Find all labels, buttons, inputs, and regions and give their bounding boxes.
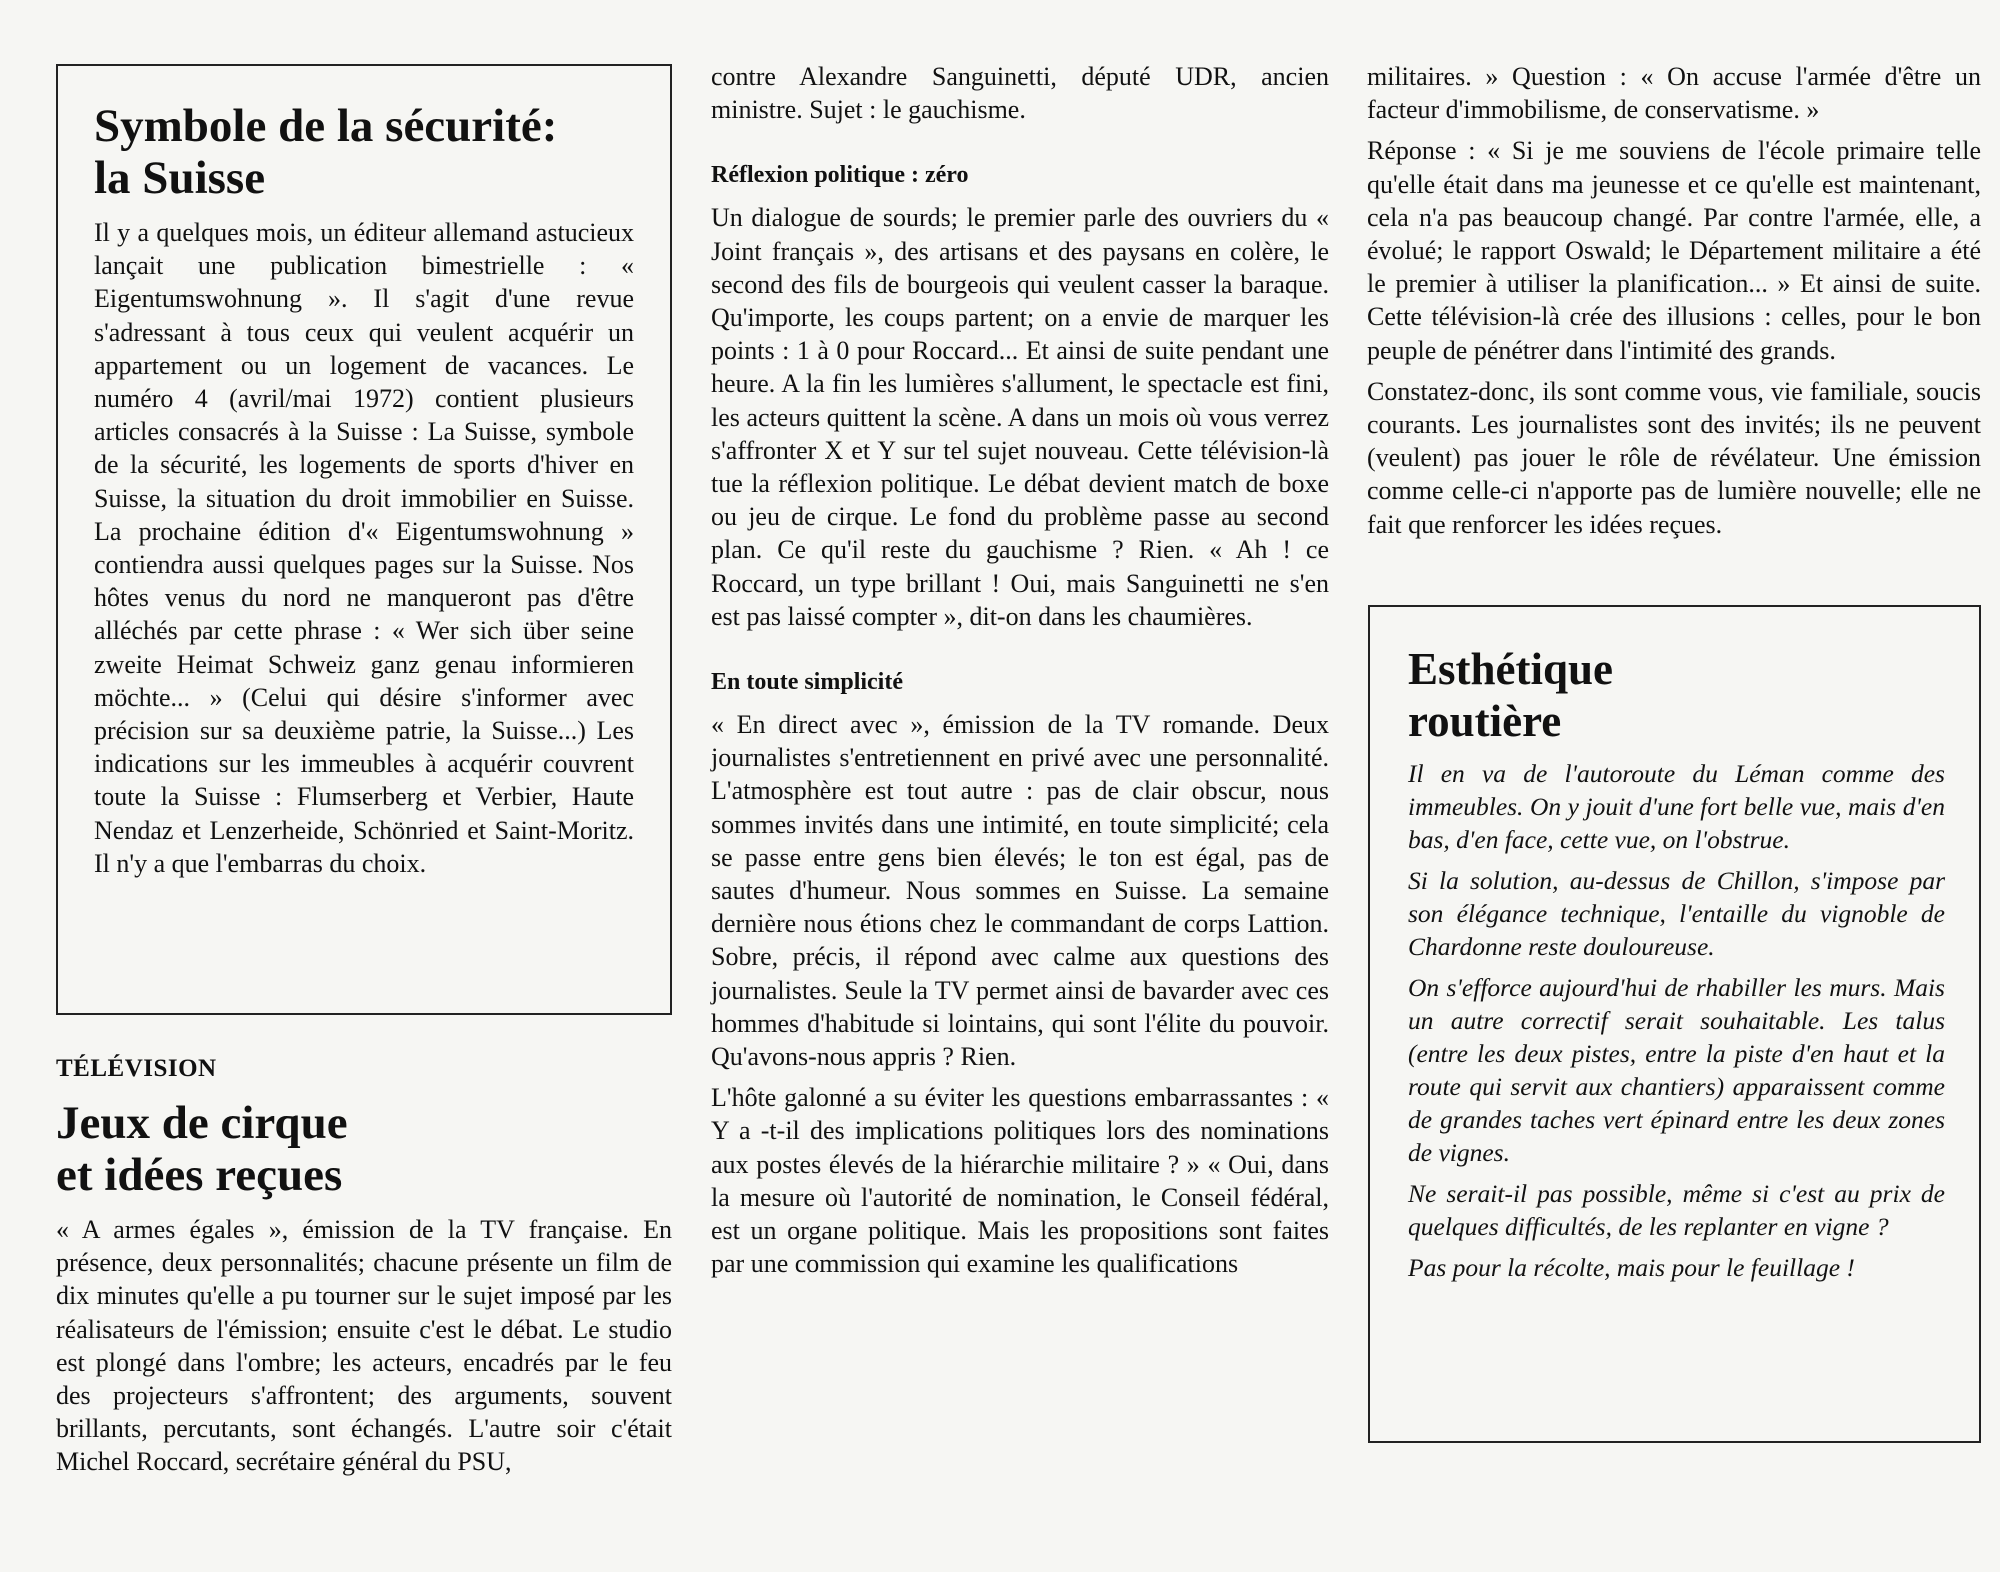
article-headline [56, 1097, 672, 1201]
box-body: Il y a quelques mois, un éditeur allemand astucieux lançait une publication bimestrielle : « Eigentumswohnung ». Il s'agit d'une revue s'adressant à tous ceux qui veulent acquérir un appartement ou un logement de vacances. Le numéro 4 (avril/mai 1972) contient plusieurs articles consacrés à la Suisse : La Suisse, symbole de la sécurité, les logements de sports d'hiver en Suisse, la situation du droit immobilier en Suisse. La prochaine édition d'« Eigentumswohnung » contiendra aussi quelques pages sur la Suisse. Nos hôtes venus du nord ne manqueront pas d'être alléchés par cette phrase : « Wer sich über seine zweite Heimat Schweiz ganz genau informieren möchte... » (Celui qui désire s'informer avec précision sur sa deuxième patrie, la Suisse...) Les indications sur les immeubles à acquérir couvrent toute la Suisse : Flumserberg et Verbier, Haute Nendaz et Lenzerheide, Schönried et Saint-Moritz. Il n'y a que l'embarras du choix. [94, 218, 634, 878]
headline-line1: Jeux de cirque [56, 1097, 348, 1149]
article-paragraph-4-continued: militaires. » Question : « On accuse l'armée d'être un facteur d'immobilisme, de conservatisme. » [1367, 62, 1981, 125]
article-paragraph-1: « A armes égales », émission de la TV française. En présence, deux personnalités; chacune présente un film de dix minutes qu'elle a pu tourner sur le sujet imposé par les réalisateurs de l'émission; ensuite c'est le débat. Le studio est plongé dans l'ombre; les acteurs, encadrés par le feu des projecteurs s'affrontent; des arguments, souvent brillants, percutants, sont échangés. L'autre soir c'était Michel Roccard, secrétaire général du PSU, [56, 1215, 672, 1477]
box2-paragraph-2: Si la solution, au-dessus de Chillon, s'impose par son élégance technique, l'entaille du vignoble de Chardonne reste douloureuse. [1408, 865, 1945, 961]
article-paragraph-1-continued: contre Alexandre Sanguinetti, député UDR, ancien ministre. Sujet : le gauchisme. [711, 62, 1329, 125]
box2-paragraph-1: Il en va de l'autoroute du Léman comme des immeubles. On y jouit d'une fort belle vue, mais d'en bas, d'en face, cette vue, on l'obstrue. [1408, 758, 1945, 854]
article-paragraph-2: Un dialogue de sourds; le premier parle des ouvriers du « Joint français », des artisans et des paysans en colère, le second des fils de bourgeois qui veulent casser la baraque. Qu'importe, les coups partent; on a envie de marquer les points : 1 à 0 pour Roccard... Et ainsi de suite pendant une heure. A la fin les lumières s'allument, le spectacle est fini, les acteurs quittent la scène. A dans un mois où vous verrez s'affronter X et Y sur tel sujet nouveau. Cette télévision-là tue la réflexion politique. Le débat devient match de boxe ou jeu de cirque. Le fond du problème passe au second plan. Ce qu'il reste du gauchisme ? Rien. « Ah ! ce Roccard, un type brillant ! Oui, mais Sanguinetti ne s'en est pas laissé compter », dit-on dans les chaumières. [711, 203, 1329, 631]
box2-paragraph-3: On s'efforce aujourd'hui de rhabiller les murs. Mais un autre correctif serait souhaitable. Les talus (entre les deux pistes, entre la piste d'en haut et la route qui servit aux chantiers) apparaissent comme de grandes taches vert épinard entre les deux zones de vignes. [1408, 972, 1945, 1167]
column-right [1367, 60, 1981, 1443]
article-paragraph-6: Constatez-donc, ils sont comme vous, vie familiale, soucis courants. Les journalistes sont des invités; ils ne peuvent (veulent) pas jouer le rôle de révélateur. Une émission comme celle-ci n'apporte pas de lumière nouvelle; elle ne fait que renforcer les idées reçues. [1367, 376, 1981, 539]
box-title [94, 100, 634, 204]
box2-title [1408, 643, 1945, 747]
article-paragraph-5: Réponse : « Si je me souviens de l'école primaire telle qu'elle était dans ma jeunesse et ce qu'elle est maintenant, cela n'a pas beaucoup changé. Par contre l'armée, elle, a évolué; le rapport Oswald; le Département militaire a été le premier à utiliser la planification... » Et ainsi de suite. Cette télévision-là crée des illusions : celles, pour le bon peuple de pénétrer dans l'intimité des grands. [1367, 136, 1981, 365]
box2-paragraph-4: Ne serait-il pas possible, même si c'est au prix de quelques difficultés, de les replanter en vigne ? [1408, 1178, 1945, 1241]
subhead-reflexion: Réflexion politique : zéro [711, 162, 969, 189]
sidebar-box-securite [56, 64, 672, 1015]
subhead-simplicite: En toute simplicité [711, 669, 903, 696]
headline-line2: et idées reçues [56, 1149, 343, 1201]
column-middle [711, 60, 1329, 1281]
box-title-line1: Symbole de la sécurité: [94, 100, 558, 152]
sidebar-box-esthetique [1368, 605, 1981, 1443]
article-paragraph-3: « En direct avec », émission de la TV romande. Deux journalistes s'entretiennent en privé avec une personnalité. L'atmosphère est tout autre : pas de clair obscur, nous sommes invités dans une intimité, en toute simplicité; cela se passe entre gens bien élevés; le ton est égal, pas de sautes d'humeur. Nous sommes en Suisse. La semaine dernière nous étions chez le commandant de corps Lattion. Sobre, précis, il répond avec calme aux questions des journalistes. Seule la TV permet ainsi de bavarder avec ces hommes d'habitude si lointains, qui sont l'élite du pouvoir. Qu'avons-nous appris ? Rien. [711, 710, 1329, 1072]
box-title-line2: la Suisse [94, 152, 266, 204]
article-paragraph-4: L'hôte galonné a su éviter les questions embarrassantes : « Y a -t-il des implications politiques lors des nominations aux postes élevés de la hiérarchie militaire ? » « Oui, dans la mesure où l'autorité de nomination, le Conseil fédéral, est un organe politique. Mais les propositions sont faites par une commission qui examine les qualifications [711, 1083, 1329, 1279]
box2-paragraph-5: Pas pour la récolte, mais pour le feuillage ! [1408, 1252, 1855, 1282]
box2-title-line2: routière [1408, 695, 1562, 746]
section-kicker: TÉLÉVISION [56, 1055, 217, 1082]
box2-title-line1: Esthétique [1408, 643, 1614, 694]
column-left [56, 60, 672, 1479]
